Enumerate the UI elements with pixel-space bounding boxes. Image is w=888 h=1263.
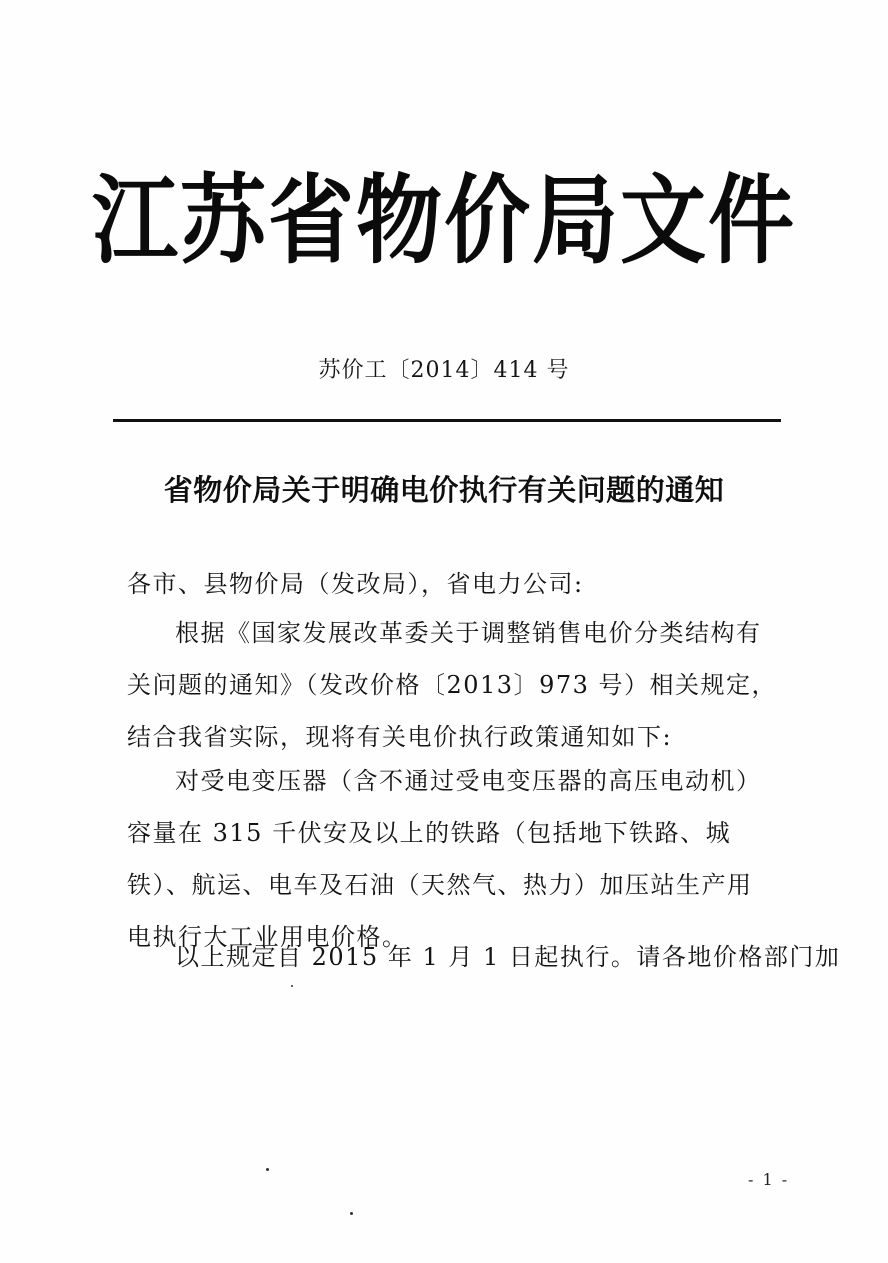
notice-title: 省物价局关于明确电价执行有关问题的通知	[163, 473, 725, 507]
addressee-line: 各市、县物价局（发改局），省电力公司:	[127, 570, 584, 598]
paragraph-1: 根据《国家发展改革委关于调整销售电价分类结构有关问题的通知》（发改价格〔2013〕973 号）相关规定，结合我省实际，现将有关电价执行政策通知如下:	[127, 619, 778, 751]
scan-speck	[266, 1168, 269, 1171]
scan-speck	[291, 985, 293, 987]
scan-speck	[350, 1212, 353, 1215]
paragraph-3: 以上规定自 2015 年 1 月 1 日起执行。请各地价格部门加	[175, 943, 841, 971]
red-header-divider	[113, 419, 781, 422]
document-number: 苏价工〔2014〕414 号	[318, 358, 570, 383]
paragraph-2: 对受电变压器（含不通过受电变压器的高压电动机）容量在 315 千伏安及以上的铁路（包括地下铁路、城铁）、航运、电车及石油（天然气、热力）加压站生产用电执行大工业用电价格。	[127, 767, 762, 951]
page-number: - 1 -	[748, 1170, 790, 1189]
document-masthead: 江苏省物价局文件	[92, 165, 796, 278]
